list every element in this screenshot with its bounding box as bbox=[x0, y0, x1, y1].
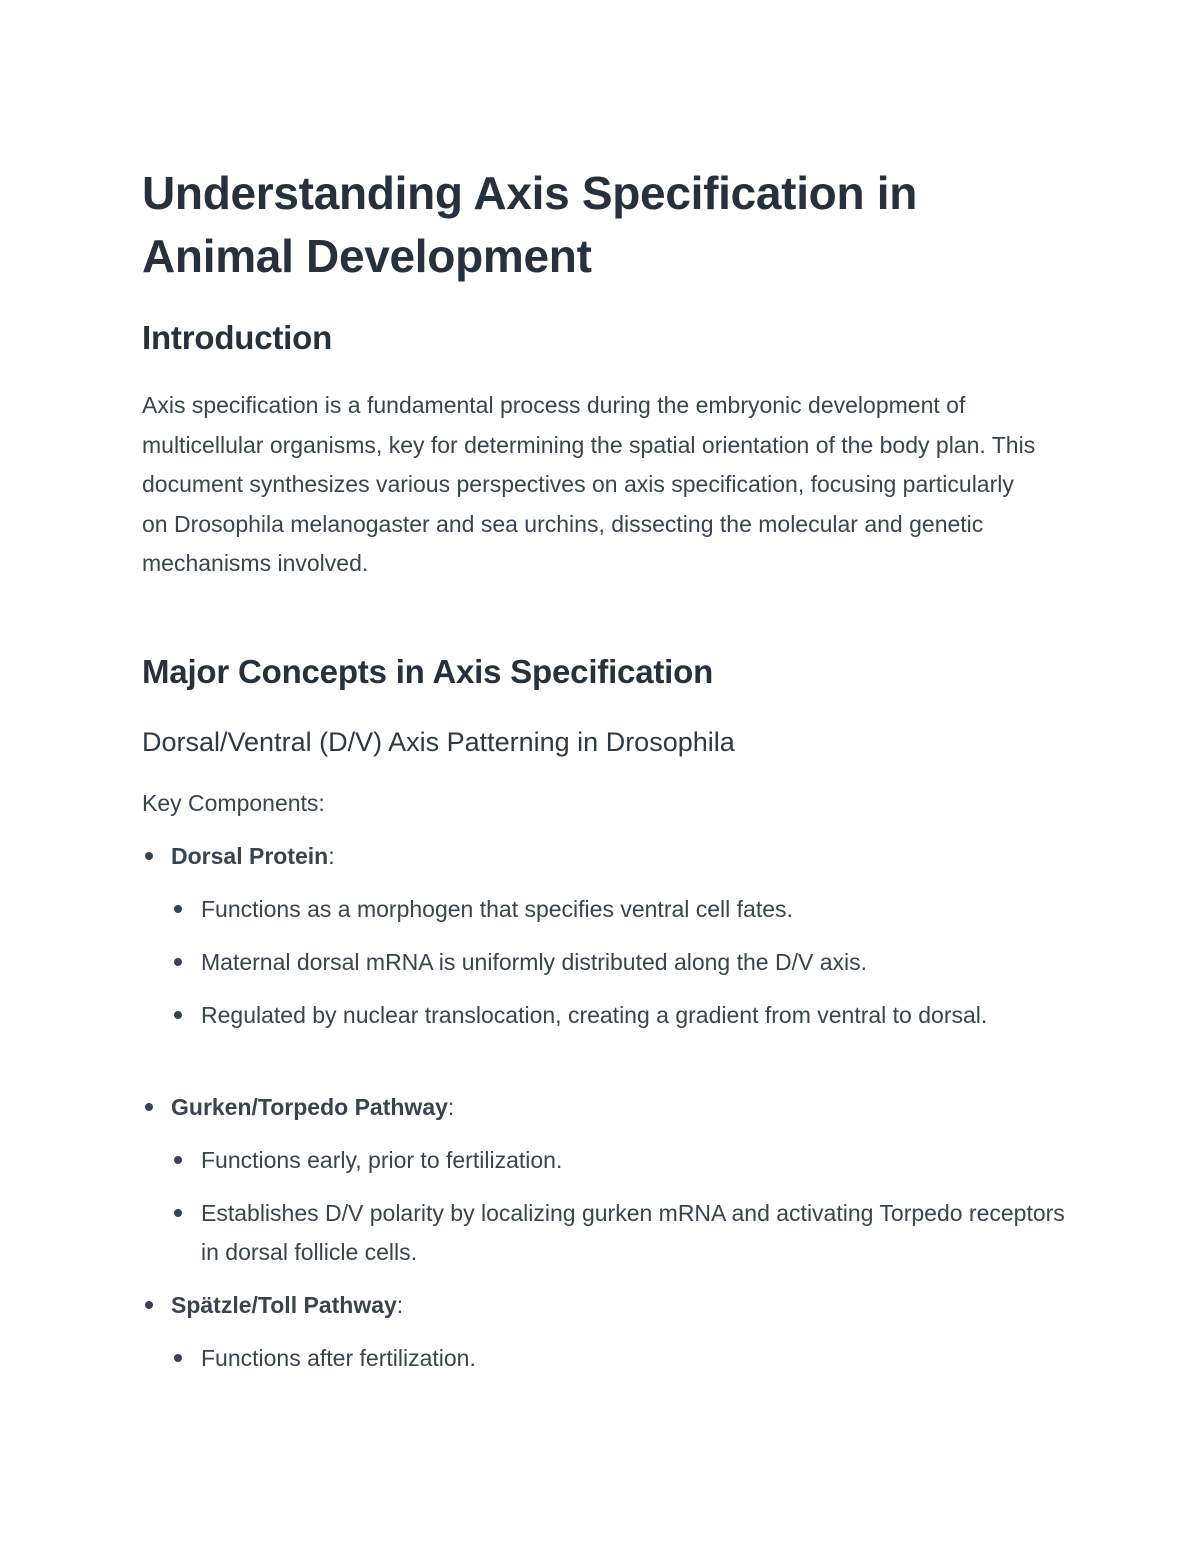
component-name: Dorsal Protein bbox=[171, 843, 329, 869]
list-item-dorsal-protein bbox=[171, 837, 1031, 876]
component-colon: : bbox=[328, 843, 335, 869]
component-colon: : bbox=[396, 1292, 404, 1318]
key-components-label: Key Components: bbox=[142, 790, 325, 816]
list-item-spatzle-toll bbox=[171, 1286, 1031, 1325]
list-item: Regulated by nuclear translocation, creating a gradient from ventral to dorsal. bbox=[201, 996, 1071, 1035]
major-concepts-heading: Major Concepts in Axis Specification bbox=[142, 653, 714, 690]
list-item: Establishes D/V polarity by localizing gurken mRNA and activating Torpedo receptors in dorsal follicle cells. bbox=[201, 1194, 1071, 1272]
list-item-gurken-torpedo bbox=[171, 1088, 1031, 1127]
component-name: Spätzle/Toll Pathway bbox=[171, 1292, 397, 1318]
list-item: Functions as a morphogen that specifies ventral cell fates. bbox=[201, 890, 1071, 929]
list-item: Functions early, prior to fertilization. bbox=[201, 1141, 1071, 1180]
list-item: Functions after fertilization. bbox=[201, 1339, 1071, 1378]
document-title: Understanding Axis Specification in Animal Development bbox=[142, 167, 918, 282]
component-name: Gurken/Torpedo Pathway bbox=[171, 1094, 448, 1120]
dv-axis-subheading: Dorsal/Ventral (D/V) Axis Patterning in Drosophila bbox=[142, 727, 735, 757]
intro-heading: Introduction bbox=[142, 319, 333, 356]
intro-paragraph: Axis specification is a fundamental process during the embryonic development of multicellular organisms, key for determining the spatial orientation of the body plan. This document synthesizes various perspectives on axis specification, focusing particularly on Drosophila melanogaster and sea urchins, dissecting the molecular and genetic mechanisms involved. bbox=[142, 392, 1036, 577]
component-colon: : bbox=[447, 1094, 455, 1120]
list-item: Maternal dorsal mRNA is uniformly distributed along the D/V axis. bbox=[201, 943, 1071, 982]
